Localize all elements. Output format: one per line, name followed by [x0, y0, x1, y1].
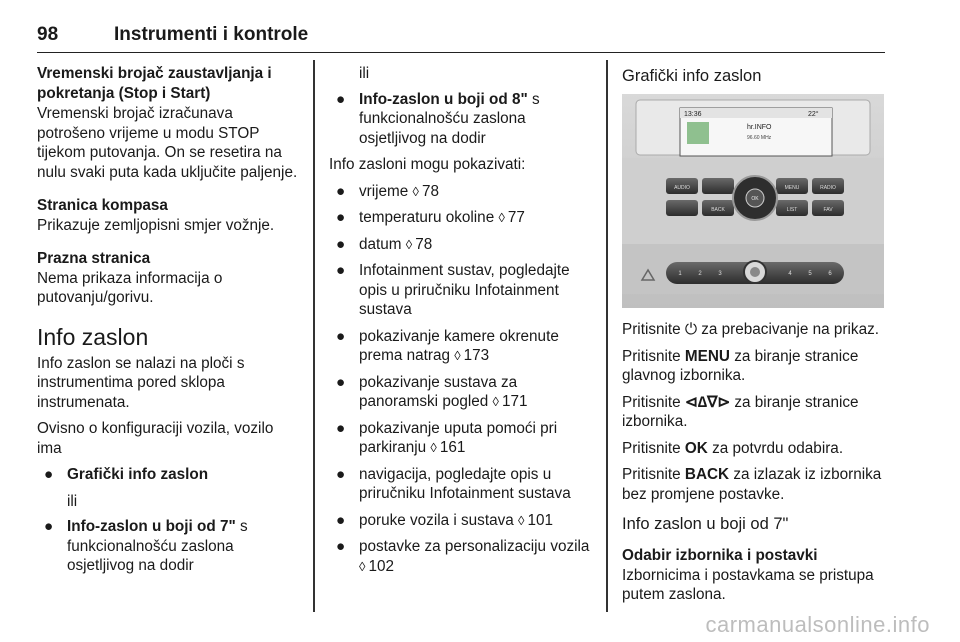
page-reference[interactable]: 102 — [368, 557, 394, 575]
ili-text: ili — [67, 492, 78, 510]
ili-text: ili — [359, 65, 370, 82]
column-divider — [606, 60, 608, 612]
page-reference[interactable]: 161 — [439, 439, 466, 456]
section-heading: Info zaslon u boji od 7" — [622, 515, 789, 533]
svg-text:AUDIO: AUDIO — [674, 185, 690, 191]
display-type-list — [329, 90, 597, 149]
list-item: ● pokazivanje kamere okrenute prema natrag ◊ 173 — [336, 327, 559, 364]
column-left — [37, 64, 299, 583]
paragraph: Info zaslon se nalazi na ploči s instrumentima pored sklopa instrumenata. — [37, 354, 245, 411]
display-type-list — [37, 465, 299, 485]
svg-text:6: 6 — [828, 271, 832, 277]
list-item: ● Info-zaslon u boji od 8" s funkcionalnošću zaslona osjetljivog na dodir — [336, 90, 540, 147]
paragraph: Vremenski brojač izračunava potrošeno vrijeme u modu STOP tijekom putovanja. On se resetira na nulu svaki puta kada uključite paljenje. — [37, 105, 298, 181]
svg-text:LIST: LIST — [786, 207, 798, 213]
page-reference[interactable]: 77 — [507, 209, 525, 226]
screen-temp: 22° — [808, 111, 819, 118]
screen-frequency: 96.60 MHz — [747, 135, 772, 141]
svg-text:RADIO: RADIO — [820, 185, 836, 191]
section-heading: Vremenski brojač zaustavljanja i pokretanja (Stop i Start) — [37, 65, 272, 102]
page-reference[interactable]: 78 — [421, 182, 439, 200]
column-middle — [329, 64, 597, 583]
chapter-heading: Info zaslon — [37, 323, 149, 350]
svg-text:2: 2 — [698, 271, 702, 277]
column-right — [622, 64, 890, 605]
paragraph: Info zasloni mogu pokazivati: — [329, 156, 526, 173]
infotainment-panel-image — [622, 94, 884, 308]
page-header — [37, 22, 885, 53]
section-heading: Grafički info zaslon — [622, 67, 762, 85]
list-item: ● poruke vozila i sustava ◊ 101 — [336, 511, 553, 529]
svg-text:1: 1 — [678, 271, 682, 277]
page-reference-icon: ◊ — [430, 440, 437, 455]
section-heading: Stranica kompasa — [37, 197, 168, 214]
list-item: ● pokazivanje sustava za panoramski pogled ◊ 171 — [336, 373, 528, 410]
subsection-heading: Odabir izbornika i postavki — [622, 547, 818, 564]
station-logo-icon — [687, 122, 709, 144]
svg-text:OK: OK — [751, 196, 759, 202]
page-reference[interactable]: 101 — [527, 511, 553, 529]
list-item: ● Grafički info zaslon — [44, 466, 209, 483]
paragraph: Izbornicima i postavkama se pristupa putem zaslona. — [622, 566, 874, 603]
power-button — [750, 267, 760, 277]
column-divider — [313, 60, 315, 612]
list-item: ● vrijeme ◊ 78 — [336, 182, 439, 200]
list-item: ● datum ◊ 78 — [336, 235, 433, 253]
svg-text:5: 5 — [808, 271, 812, 277]
list-item: ● temperaturu okoline ◊ 77 — [336, 209, 525, 226]
page-reference-icon: ◊ — [412, 183, 419, 199]
section-heading: Prazna stranica — [37, 250, 151, 267]
paragraph: Ovisno o konfiguraciji vozila, vozilo ima — [37, 420, 274, 457]
page-reference-icon: ◊ — [454, 348, 461, 363]
page-reference[interactable]: 173 — [463, 347, 490, 364]
page-reference-icon: ◊ — [359, 558, 366, 574]
screen-station: hr.INFO — [747, 124, 772, 131]
phone-button — [702, 178, 734, 194]
paragraph: Pritisnite BACK za izlazak iz izbornika bez promjene postavke. — [622, 466, 882, 503]
page-number: 98 — [37, 24, 59, 45]
list-item: ● Infotainment sustav, pogledajte opis u priručniku Infotainment sustava — [336, 262, 570, 318]
power-icon: ⏻ — [684, 321, 698, 338]
svg-text:4: 4 — [788, 271, 792, 277]
paragraph: Prikazuje zemljopisni smjer vožnje. — [37, 216, 275, 234]
list-item: ● navigacija, pogledajte opis u priručniku Infotainment sustava — [336, 465, 571, 502]
paragraph: Pritisnite MENU za biranje stranice glavnog izbornika. — [622, 347, 859, 384]
list-item: ● postavke za personalizaciju vozila ◊ 102 — [336, 538, 590, 575]
list-item: ● pokazivanje uputa pomoći pri parkiranju ◊ 161 — [336, 419, 558, 456]
paragraph: Pritisnite OK za potvrdu odabira. — [622, 439, 844, 457]
svg-text:3: 3 — [718, 271, 722, 277]
page-reference-icon: ◊ — [518, 512, 525, 528]
svg-text:FAV: FAV — [823, 207, 833, 213]
list-item: ● Info-zaslon u boji od 7" s funkcionalnošću zaslona osjetljivog na dodir — [44, 518, 248, 574]
svg-text:MENU: MENU — [784, 185, 800, 191]
svg-text:BACK: BACK — [711, 207, 725, 213]
screen-time: 13:36 — [684, 111, 702, 118]
paragraph: Pritisnite ⊲∆∇⊳ za biranje stranice izbornika. — [622, 393, 859, 430]
feature-list — [329, 182, 597, 577]
paragraph: Pritisnite ⏻ za prebacivanje na prikaz. — [622, 321, 879, 338]
page-reference[interactable]: 171 — [501, 393, 528, 410]
page-title: Instrumenti i kontrole — [114, 24, 309, 45]
page-reference-icon: ◊ — [492, 394, 499, 409]
page-reference-icon: ◊ — [405, 236, 413, 252]
paragraph: Nema prikaza informacija o putovanju/gorivu. — [37, 269, 223, 306]
display-type-list — [37, 517, 299, 576]
watermark: carmanualsonline.info — [705, 612, 930, 637]
arrow-buttons-icon: ⊲∆∇⊳ — [684, 393, 731, 411]
page-reference-icon: ◊ — [498, 210, 505, 225]
page-reference[interactable]: 78 — [415, 235, 433, 253]
nav-button — [666, 200, 698, 216]
